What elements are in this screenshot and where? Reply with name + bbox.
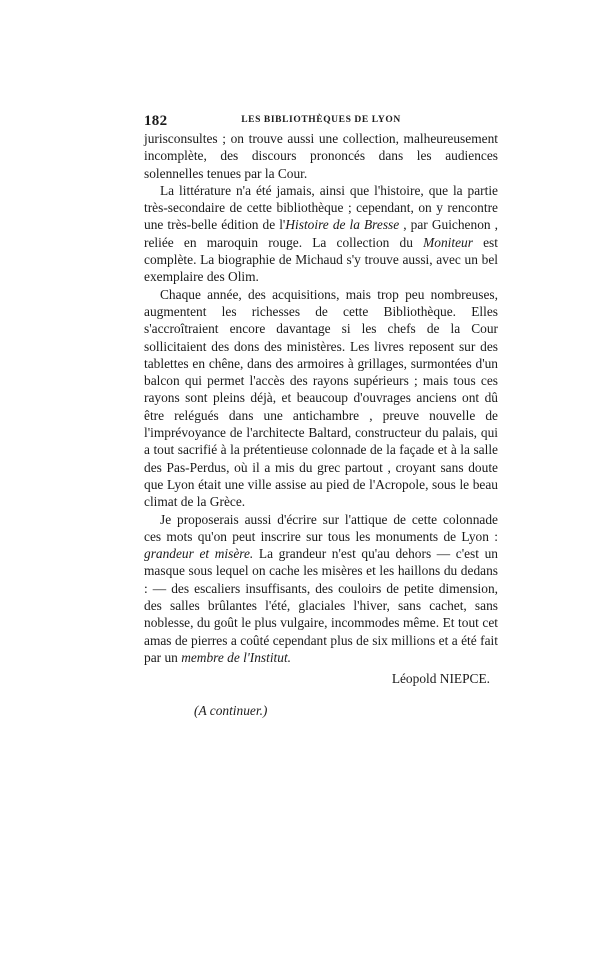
running-head: LES BIBLIOTHÈQUES DE LYON xyxy=(241,115,401,125)
continuation-note xyxy=(144,702,498,720)
text-run: jurisconsultes ; on trouve aussi une collection, malheureusement incomplète, des discours prononcés dans les audiences solennelles tenues par la Cour. xyxy=(144,131,498,181)
continuation-text: (A continuer.) xyxy=(194,703,268,719)
italic-text: Histoire de la Bresse xyxy=(285,217,400,233)
italic-text: grandeur et misère. xyxy=(144,546,254,562)
paragraph xyxy=(144,286,498,511)
italic-text: membre de l'Institut. xyxy=(181,649,292,665)
paragraph xyxy=(144,130,498,182)
text-run: La littérature n'a été jamais, ainsi que l'histoire, que la partie très-secondaire de cette bibliothèque ; cependant, on y rencontre une très-belle édition de l' xyxy=(144,182,498,233)
text-run: Je proposerais aussi d'écrire sur l'attique de cette colonnade ces mots qu'on peut inscrire sur tous les monuments de Lyon : xyxy=(144,511,498,544)
page-header xyxy=(144,112,498,130)
book-page xyxy=(144,112,498,720)
body-text xyxy=(144,130,498,666)
text-run: Chaque année, des acquisitions, mais trop peu nombreuses, augmentent les richesses de cette Bibliothèque. Elles s'accroîtraient encore davantage si les chefs de la Cour sollicitaient des dons des ministères. Les livres reposent sur des tablettes en chêne, dans des armoires à grillages, surmontées d'un balcon qui permet l'accès des rayons supérieurs ; mais tous ces rayons sont pleins déjà, et beaucoup d'ouvrages anciens ont dû être relégués dans une antichambre , preuve nouvelle de l'imprévoyance de l'architecte Baltard, constructeur du palais, qui a tout sacrifié à la prétentieuse colonnade de la façade et à la salle des Pas-Perdus, où il a mis du grec partout , croyant sans doute que Lyon était une ville assise au pied de l'Acropole, sous le beau climat de la Grèce. xyxy=(144,286,498,510)
text-run: , par Guichenon , reliée en maroquin rouge. La collection du xyxy=(144,217,498,250)
paragraph xyxy=(144,182,498,286)
paragraph xyxy=(144,511,498,667)
italic-text: Moniteur xyxy=(423,234,473,250)
text-run: est complète. La biographie de Michaud s'y trouve aussi, avec un bel exemplaire des Olim. xyxy=(144,234,498,285)
page-number: 182 xyxy=(144,113,168,129)
author-signature: Léopold NIEPCE. xyxy=(391,671,490,687)
text-run: La grandeur n'est qu'au dehors — c'est un masque sous lequel on cache les misères et les haillons du dedans : — des escaliers insuffisants, des couloirs de petite dimension, des salles brûlantes l'été, glaciales l'hiver, sans cachet, sans noblesse, du goût le plus vulgaire, incommodes même. Et tout cet amas de pierres a coûté cependant plus de six millions et a été fait par un xyxy=(144,546,498,665)
